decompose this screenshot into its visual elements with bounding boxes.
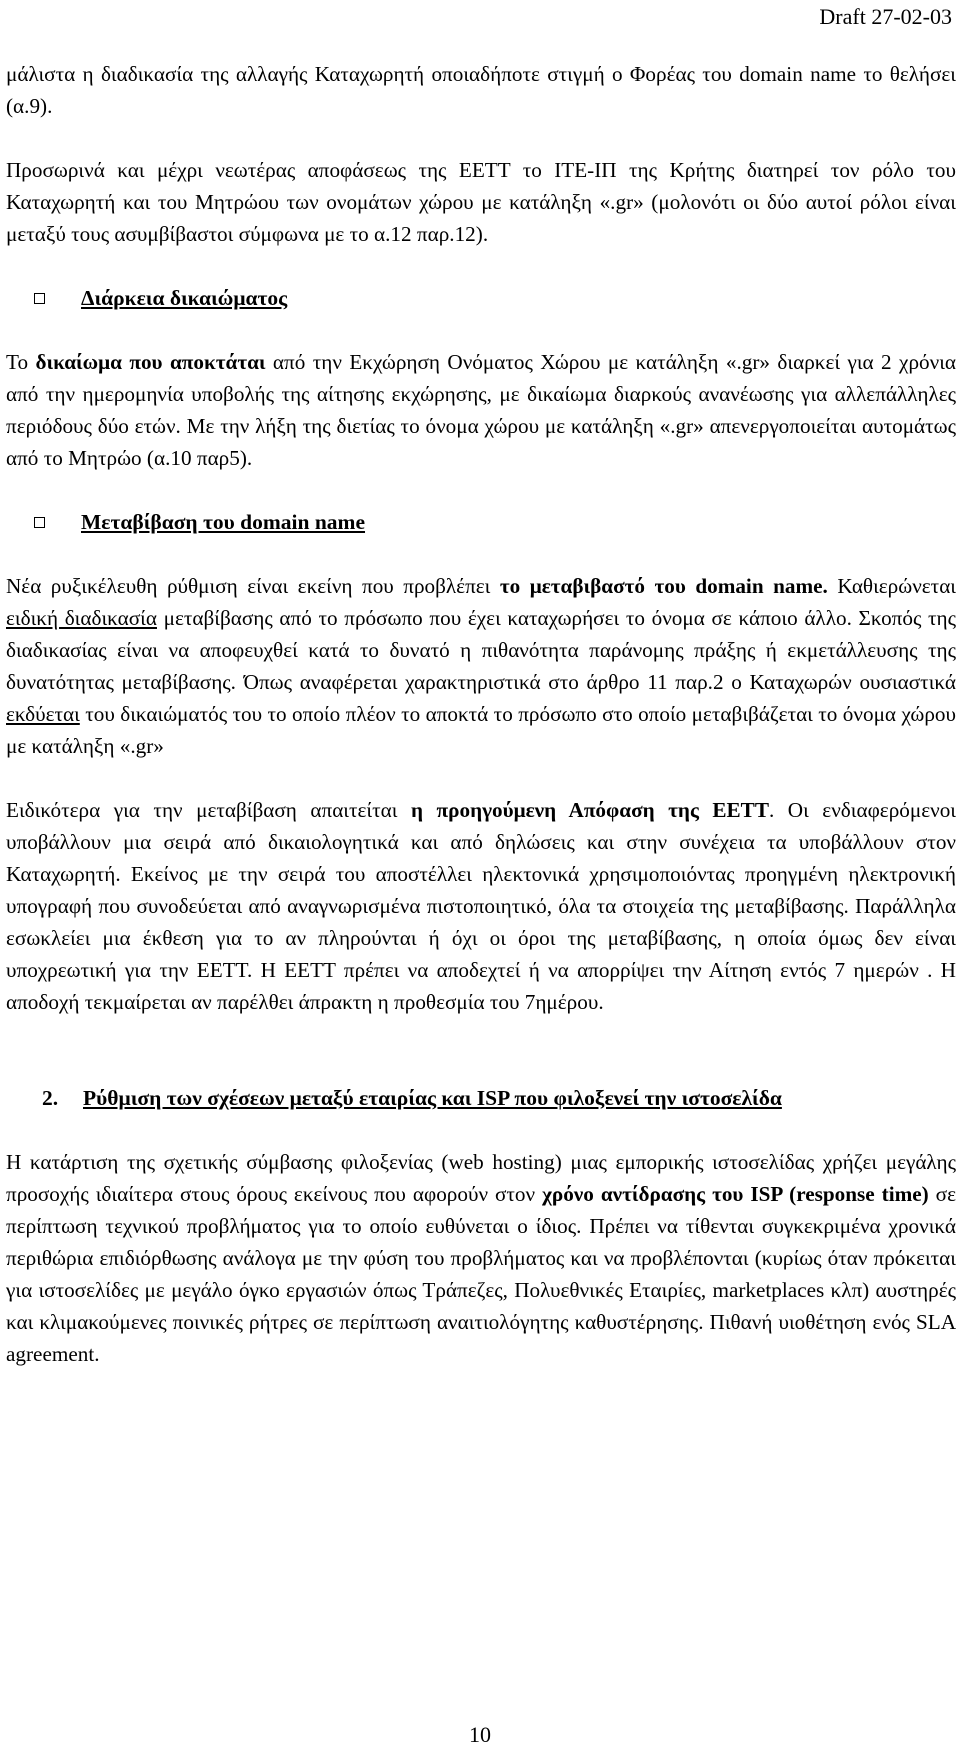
section-heading-isp	[6, 1082, 956, 1114]
text-run: του δικαιώματός του το οποίο πλέον το αποκτά το πρόσωπο στο οποίο μεταβιβάζεται το όνομα χώρου με κατάληξη «.gr»	[6, 702, 956, 758]
paragraph-hosting-contract	[6, 1146, 956, 1370]
underlined-text-run: ειδική διαδικασία	[6, 606, 157, 630]
bold-text-run: η προηγούμενη Απόφαση της ΕΕΤΤ	[410, 798, 769, 822]
paragraph-temporary-role: Προσωρινά και μέχρι νεωτέρας αποφάσεως της ΕΕΤΤ το ΙΤΕ-ΙΠ της Κρήτης διατηρεί τον ρόλο του Καταχωρητή και του Μητρώου των ονομάτων χώρου με κατάληξη «.gr» (μολονότι οι δύο αυτοί ρόλοι είναι μεταξύ τους ασυμβίβαστοι σύμφωνα με το α.12 παρ.12).	[6, 158, 956, 246]
underlined-text-run: εκδύεται	[6, 702, 80, 726]
text-run: . Οι ενδιαφερόμενοι υποβάλλουν μια σειρά από δικαιολογητικά και από δηλώσεις και στην συνέχεια τα υποβάλλουν στον Καταχωρητή. Εκείνος με την σειρά του αποστέλλει ηλεκτονικά χρησιμοποιόντας προηγμένη ηλεκτρονική υπογραφή που συνοδεύεται από αναγνωρισμένα πιστοποιητικό, όλα τα στοιχεία της μεταβίβασης. Παράλληλα εσωκλείει μια έκθεση για το αν πληρούνται ή όχι οι όροι της μεταβίβασης, η οποία όμως δεν είναι υποχρεωτική για την ΕΕΤΤ. Η ΕΕΤΤ πρέπει να αποδεχτεί ή να απορρίψει την Αίτηση εντός 7 ημερών . Η αποδοχή τεκμαίρεται αν παρέλθει άπρακτη η προθεσμία του 7ημέρου.	[6, 798, 956, 1014]
paragraph-duration	[6, 346, 956, 474]
paragraph-registrar-change: μάλιστα η διαδικασία της αλλαγής Καταχωρητή οποιαδήποτε στιγμή ο Φορέας του domain name το θελήσει (α.9).	[6, 62, 956, 118]
section-title-transfer: Μεταβίβαση του domain name	[81, 510, 366, 534]
section-heading-transfer	[6, 506, 956, 538]
paragraph-transfer-procedure	[6, 794, 956, 1018]
text-run: από την Εκχώρηση Ονόματος Χώρου με κατάληξη «.gr» διαρκεί για 2 χρόνια από την ημερομηνία υποβολής της αίτησης εκχώρησης, με δικαίωμα διαρκούς ανανέωσης για αλλεπάλληλες περιόδους δύο ετών. Με την λήξη της διετίας το όνομα χώρου με κατάληξη «.gr» απενεργοποιείται αυτομάτως από το Μητρώο (α.10 παρ5).	[6, 350, 956, 470]
section-title-duration: Διάρκεια δικαιώματος	[81, 286, 288, 310]
bold-text-run: το μεταβιβαστό του domain name.	[499, 574, 828, 598]
text-run: μεταβίβασης από το πρόσωπο που έχει καταχωρήσει το όνομα σε κάποιο άλλο. Σκοπός της διαδικασίας είναι να αποφευχθεί κατά το δυνατό η πιθανότητα παράνομης πράξης ή εκμετάλλευσης της δυνατότητας μεταβίβασης. Όπως αναφέρεται χαρακτηριστικά στο άρθρο 11 παρ.2 ο Καταχωρών ουσιαστικά	[6, 606, 956, 694]
text-run: Καθιερώνεται	[827, 574, 956, 598]
section-number: 2.	[42, 1086, 59, 1110]
checkbox-bullet-icon	[34, 517, 45, 528]
page-number: 10	[469, 1722, 491, 1747]
bold-text-run: χρόνο αντίδρασης του ISP (response time)	[542, 1182, 929, 1206]
text-run: Η κατάρτιση της σχετικής σύμβασης φιλοξενίας (web hosting) μιας εμπορικής ιστοσελίδας χρήζει μεγάλης προσοχής ιδιαίτερα στους όρους εκείνους που αφορούν στον	[6, 1150, 956, 1206]
section-heading-duration	[6, 282, 956, 314]
bold-text-run: δικαίωμα που αποκτάται	[35, 350, 266, 374]
text-run: σε περίπτωση τεχνικού προβλήματος για το οποίο ευθύνεται ο ίδιος. Πρέπει να τίθενται συγκεκριμένα χρονικά περιθώρια επιδιόρθωσης ανάλογα με την φύση του προβλήματος και να προβλέπονται (κυρίως όταν πρόκειται για ιστοσελίδες με μεγάλο όγκο εργασιών όπως Τράπεζες, Πολυεθνικές Εταιρίες, marketplaces κλπ) αυστηρές και κλιμακούμενες ποινικές ρήτρες σε περίπτωση αναιτιολόγητης καθυστέρησης. Πιθανή υιοθέτηση ενός SLA agreement.	[6, 1182, 957, 1366]
document-body	[6, 58, 956, 1370]
text-run: Ειδικότερα για την μεταβίβαση απαιτείται	[6, 798, 411, 822]
checkbox-bullet-icon	[34, 293, 45, 304]
draft-header: Draft 27-02-03	[819, 4, 952, 29]
text-run: Νέα ρυξικέλευθη ρύθμιση είναι εκείνη που προβλέπει	[6, 574, 500, 598]
section-title-isp: Ρύθμιση των σχέσεων μεταξύ εταιρίας και ISP που φιλοξενεί την ιστοσελίδα	[83, 1086, 782, 1110]
text-run: Το	[6, 350, 36, 374]
paragraph-transfer-intro	[6, 570, 956, 762]
